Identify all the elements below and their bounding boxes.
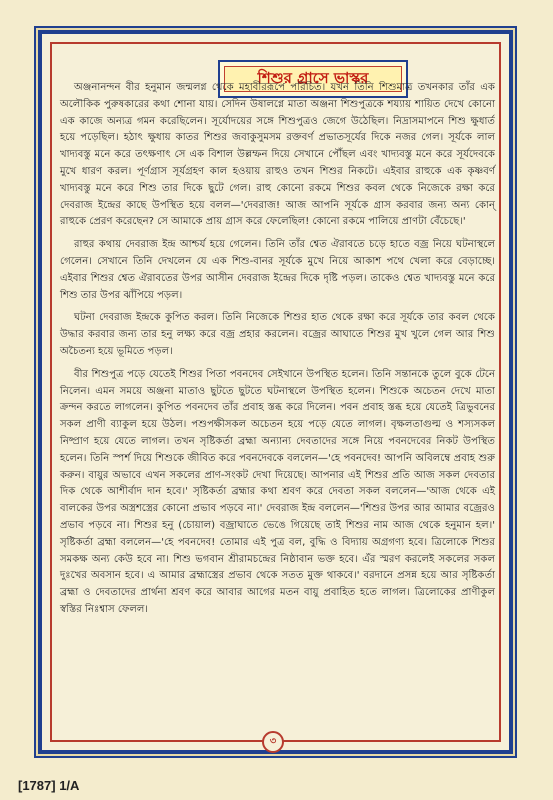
paragraph-3: ঘটনা দেবরাজ ইন্দ্রকে কুপিত করল। তিনি নিজেকে শিশুর হাত থেকে রক্ষা করে সূর্যকে তার কবল থেকে উদ্ধার করবার জন্য তার হনু লক্ষ্য করে বজ্র প্রহার করলেন। বজ্রের আঘাতে শিশুর মুখ খুলে গেল আর শিশু অচৈতন্য হয়ে ভূমিতে পড়ল। xyxy=(60,312,495,357)
story-text xyxy=(60,80,495,625)
footer-code: [1787] 1/A xyxy=(18,778,80,793)
paragraph-2: রাহুর কথায় দেবরাজ ইন্দ্র আশ্চর্য হয়ে গেলেন। তিনি তাঁর শ্বেত ঐরাবতে চড়ে হাতে বজ্র নিয়ে ঘটনাস্থলে গেলেন। সেখানে তিনি দেখলেন যে এক শিশু-বানর সূর্যকে মুখে নিয়ে আকাশ পথে খেলা করে বেড়াচ্ছে। এইবার শিশুর শ্বেত ঐরাবতের উপর আসীন দেবরাজ ইন্দ্রের দিকে দৃষ্টি পড়ল। তাকেও শ্বেত খাদ্যবস্তু মনে করে শিশু তার উপর ঝাঁপিয়ে পড়ল। xyxy=(60,239,495,301)
paragraph-4: বীর শিশুপুত্র পড়ে যেতেই শিশুর পিতা পবনদেব সেইখানে উপস্থিত হলেন। তিনি সন্তানকে তুলে বুকে টেনে নিলেন। এমন সময়ে অঞ্জনা মাতাও ছুটতে ছুটতে ঘটনাস্থলে উপস্থিত হলেন। শিশুকে অচেতন দেখে মাতা ক্রন্দন করতে লাগলেন। কুপিত পবনদেব তাঁর প্রবাহ স্তব্ধ করে দিলেন। পবন প্রবাহ স্তব্ধ হয়ে যেতেই ত্রিভুবনের সকল প্রাণী ব্যাকুল হয়ে উঠল। পশুপক্ষীসকল অচেতন হয়ে পড়ে যেতে লাগল। বৃক্ষলতাগুল্ম ও শস্যসকল নিষ্প্রাণ হয়ে যেতে লাগল। তখন সৃষ্টিকর্তা ব্রহ্মা অন্যান্য দেবতাদের সঙ্গে নিয়ে পবনদেবের নিকট উপস্থিত হলেন। তিনি স্পর্শ দিয়ে শিশুকে জীবিত করে পবনদেবকে বললেন—'হে পবনদেব! আপনি অবিলম্বে প্রবাহ শুরু করুন। বায়ুর অভাবে এখন সকলের প্রাণ-সংকট দেখা দিয়েছে। আপনার এই শিশুর প্রতি আজ সকল দেবতার দিক থেকে আশীর্বাদ দান হবে।' সৃষ্টিকর্তা ব্রহ্মার কথা শ্রবণ করে দেবতা সকল বললেন—'আজ থেকে এই বালকের উপর অস্ত্রশস্ত্রের কোনো প্রভাব পড়বে না।' দেবরাজ ইন্দ্র বললেন—'শিশুর উপর আর আমার বজ্রেরও প্রভাব পড়বে না। শিশুর হনু (চোয়াল) বজ্রাঘাতে ভেঙে গিয়েছে তাই শিশুর নাম আজ থেকে হনুমান হল।' সৃষ্টিকর্তা ব্রহ্মা বললেন—'হে পবনদেব! তোমার এই পুত্র বল, বুদ্ধি ও বিদ্যায় অগ্রগণ্য হবে। ত্রিলোকে শিশুর সমকক্ষ অন্য কেউ হবে না। শিশু ভগবান শ্রীরামচন্দ্রের নিষ্ঠাবান ভক্ত হবে। এঁর স্মরণ করলেই সকলের সকল দুঃখের অবসান হবে। এ আমার ব্রহ্মাস্ত্রের প্রভাব থেকে সতত মুক্ত থাকবে।' বরদানে প্রসন্ন হয়ে আর সৃষ্টিকর্তা ব্রহ্মা ও দেবতাদের প্রার্থনা শ্রবণ করে আবার আগের মতন বায়ু প্রবাহিত হতে লাগল। ত্রিলোকের প্রাণীকুল স্বস্তির নিঃশ্বাস ফেলল। xyxy=(60,368,495,615)
paragraph-1: অঞ্জনানন্দন বীর হনুমান জন্মলগ্ন থেকে মহাবীররূপে পরিচিত। যখন তিনি শিশুমাত্র তখনকার তাঁর এক অলৌকিক পুরুষকারের কথা শোনা যায়। সেদিন উষালগ্নে মাতা অঞ্জনা শিশুপুত্রকে শয্যায় শায়িত দেখে কোনো এক কাজে অন্যত্র গমন করেছিলেন। সূর্যোদয়ের সঙ্গে শিশুপুত্রও জেগে উঠেছিল। নিদ্রাসমাপনে শিশু ক্ষুধার্ত হয়ে পড়েছিল। হঠাৎ ক্ষুধায় কাতর শিশুর জবাকুসুমসম রক্তবর্ণ প্রভাতসূর্যের দিকে নজর গেল। সূর্যকে লাল খাদ্যবস্তু মনে করে তৎক্ষণাৎ সে এক বিশাল উল্লম্ফন দিয়ে সেখানে পৌঁছল এবং খাদ্যবস্তু মনে করে সূর্যদেবকে মুখে ধারণ করল। পূর্ণগ্রাস সূর্যগ্রহণ কাল হওয়ায় রাহুও তখন শিশুর নিকটে। এইবার রাহুকে এক কৃষ্ণবর্ণ খাদ্যবস্তু মনে করে শিশু তার দিকে ছুটে গেল। রাহু কোনো রকমে শিশুর কবল থেকে নিজেকে রক্ষা করে দেবরাজ ইন্দ্রের কাছে উপস্থিত হয়ে বলল—'দেবরাজ! আজ আপনি সূর্যকে গ্রাস করবার জন্য অন্য কোন্ রাহুকে প্রেরণ করেছেন? সে আমাকে প্রায় গ্রাস করে ফেলেছিল! কোনো রকমে পালিয়ে প্রাণটা বেঁচেছে।' xyxy=(60,82,495,228)
page-number: ৩ xyxy=(262,731,284,753)
page-title: শিশুর গ্রাসে ভাস্কর xyxy=(224,66,402,92)
